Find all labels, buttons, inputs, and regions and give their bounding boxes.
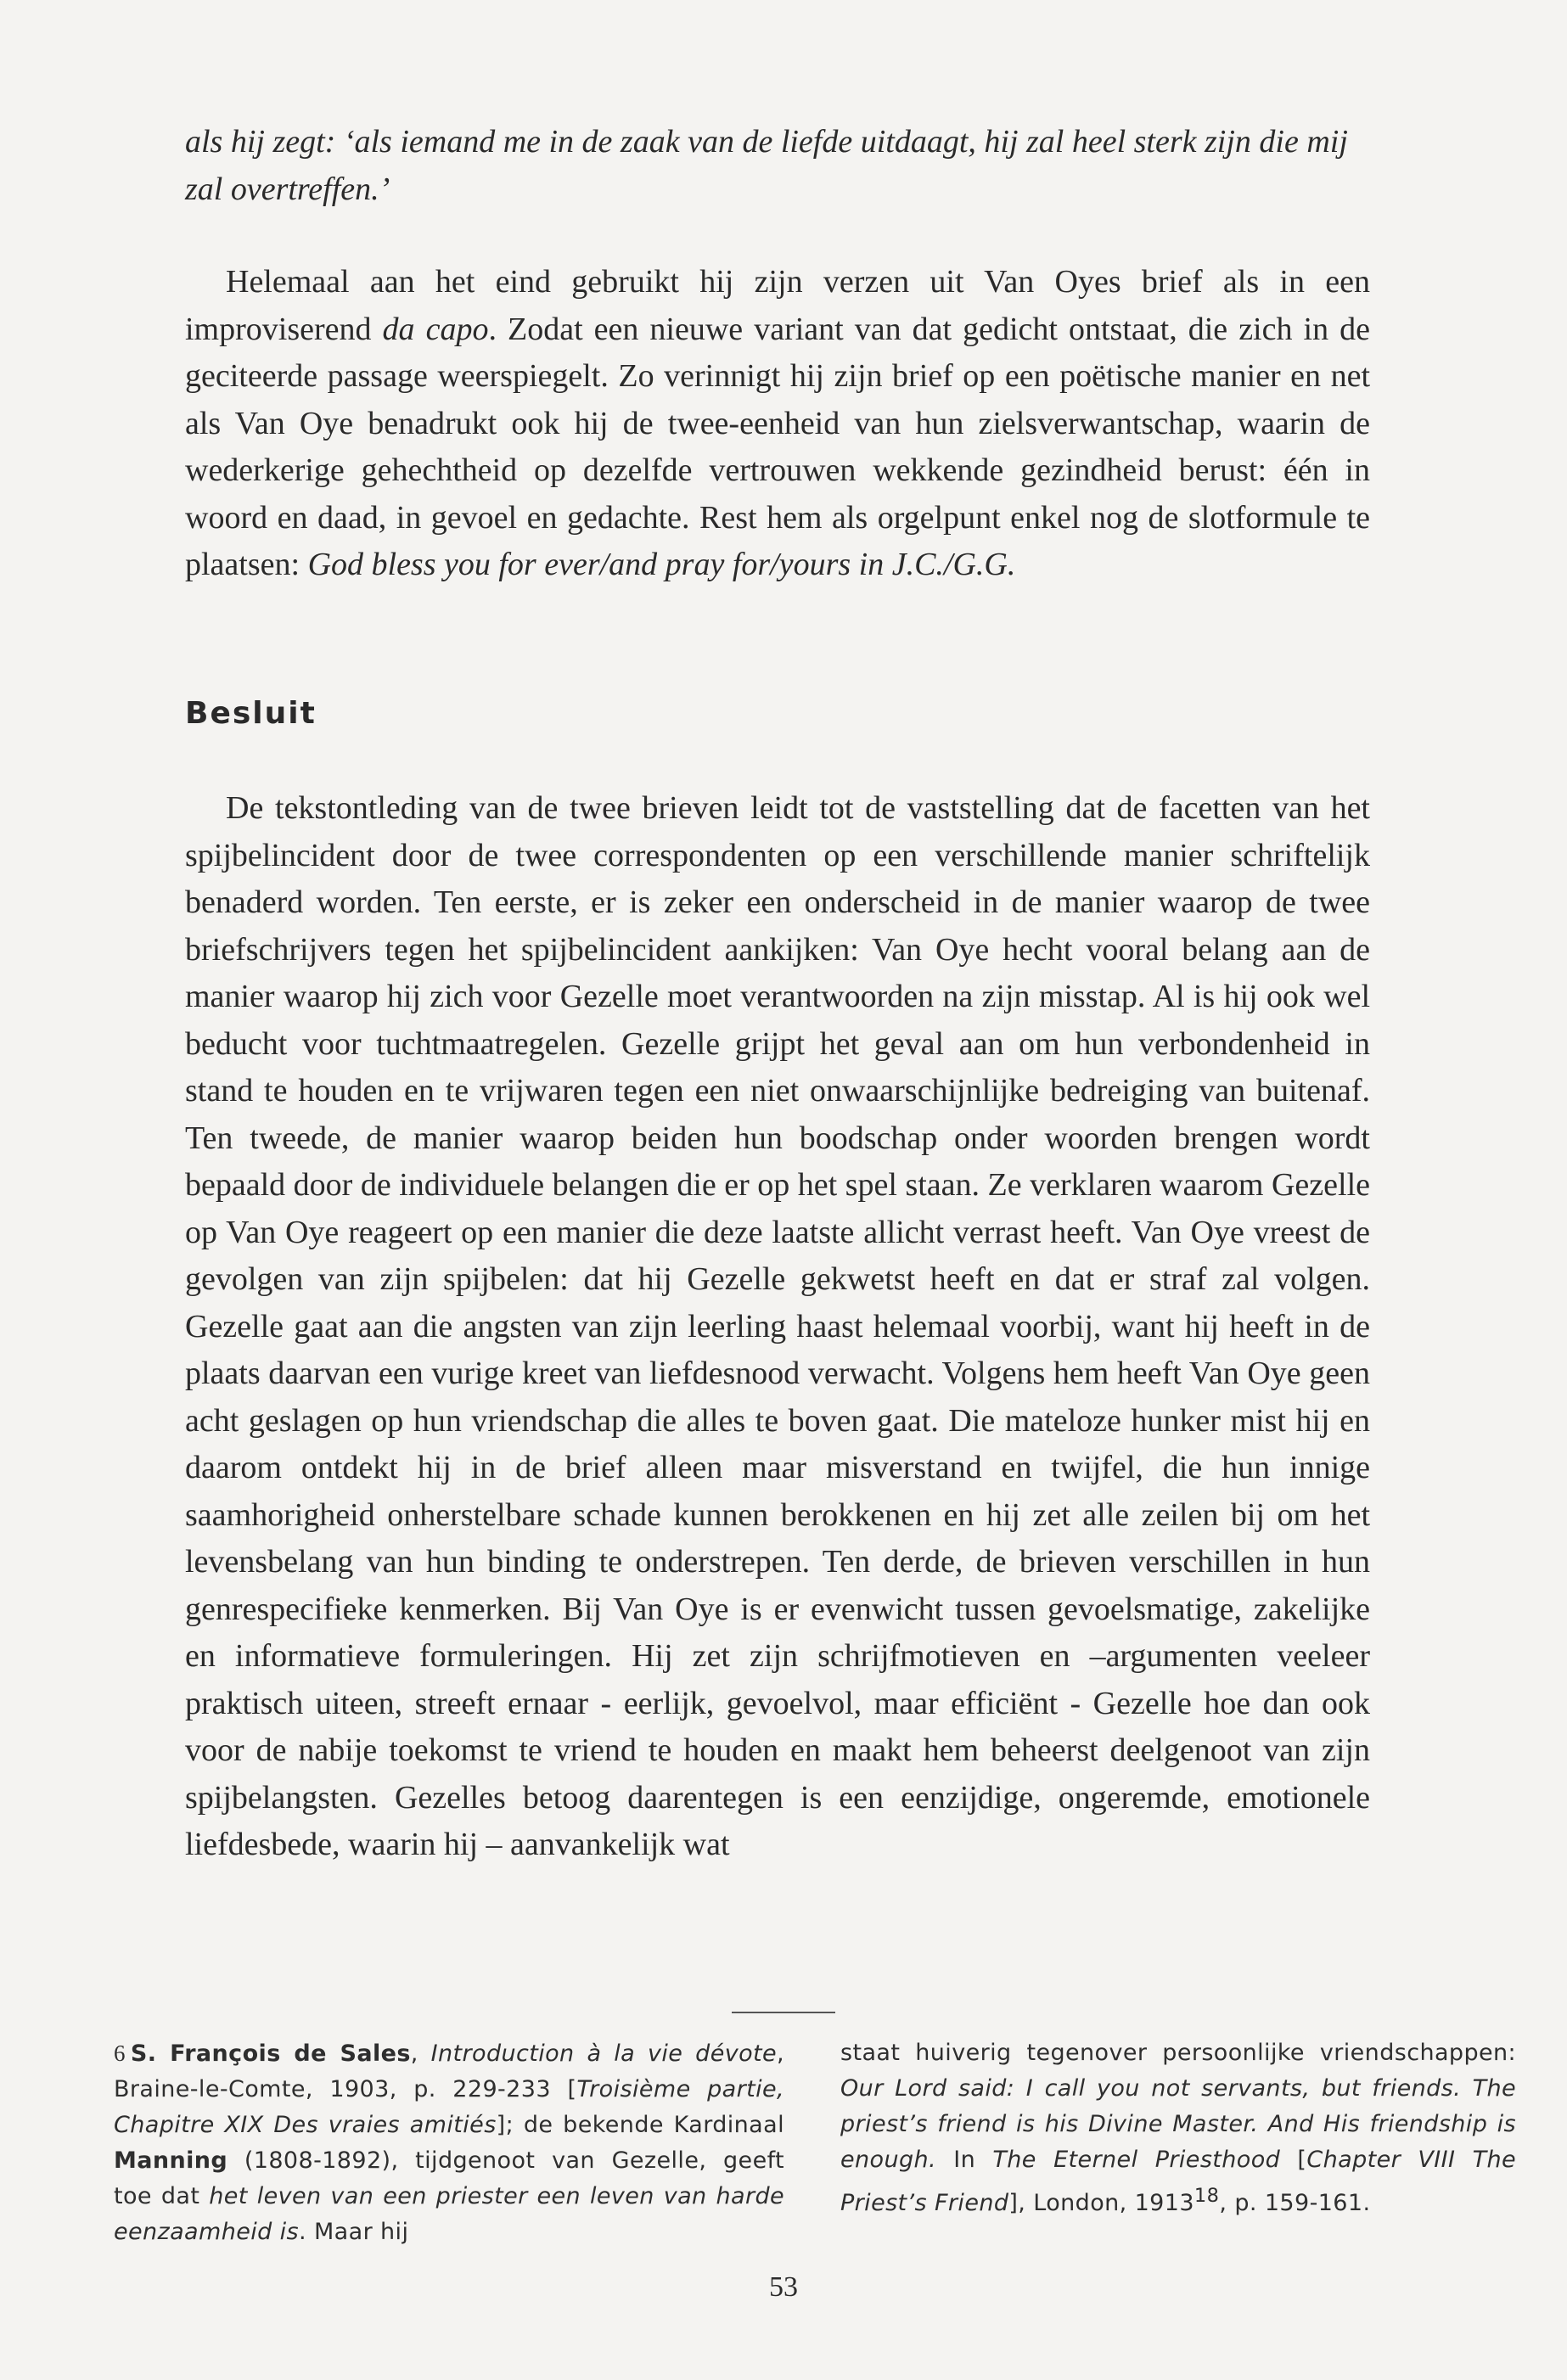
- footnote-text: (1808-1892), tijdgenoot van Gezelle, geeft toe dat: [114, 2147, 784, 2209]
- footnote-text: In: [936, 2147, 993, 2173]
- footnote-reference: Chapter VIII The Priest’s Friend: [840, 2147, 1517, 2216]
- paragraph-1: [185, 259, 1370, 589]
- footnote-text: , Braine-le-Comte, 1903, p. 229-233 [: [114, 2040, 784, 2102]
- footnote-right-column: [840, 2035, 1516, 2221]
- footnote-name: Manning: [114, 2147, 228, 2174]
- footnote-text: ], London, 1913: [1008, 2190, 1194, 2216]
- paragraph-2: De tekstontleding van de twee brieven leidt tot de vaststelling dat de facetten van het spijbelincident door de twee correspondenten op een verschillende manier schriftelijk benaderd worden. Ten eerste, er is zeker een onderscheid in de manier waarop de twee briefschrijvers tegen het spijbelincident aankijken: Van Oye hecht vooral belang aan de manier waarop hij zich voor Gezelle moet verantwoorden na zijn misstap. Al is hij ook wel beducht voor tuchtmaatregelen. Gezelle grijpt het geval aan om hun verbondenheid in stand te houden en te vrijwaren tegen een niet onwaarschijnlijke bedreiging van buitenaf. Ten tweede, de manier waarop beiden hun boodschap onder woorden brengen wordt bepaald door de individuele belangen die er op het spel staan. Ze verklaren waarom Gezelle op Van Oye reageert op een manier die deze laatste allicht verrast heeft. Van Oye vreest de gevolgen van zijn spijbelen: dat hij Gezelle gekwetst heeft en dat er straf zal volgen. Gezelle gaat aan die angsten van zijn leerling haast helemaal voorbij, want hij heeft in de plaats daarvan een vurige kreet van liefdesnood verwacht. Volgens hem heeft Van Oye geen acht geslagen op hun vriendschap die alles te boven gaat. Die mateloze hunker mist hij en daarom ontdekt hij in de brief alleen maar misverstand en twijfel, die hun innige saamhorigheid onherstelbare schade kunnen berokkenen en hij zet alle zeilen bij om het levensbelang van hun binding te onderstrepen. Ten derde, de brieven verschillen in hun genrespecifieke kenmerken. Bij Van Oye is er evenwicht tussen gevoelsmatige, zakelijke en informatieve formuleringen. Hij zet zijn schrijfmotieven en –argumenten veeleer praktisch uiteen, streeft ernaar - eerlijk, gevoelvol, maar efficiënt - Gezelle hoe dan ook voor de nabije toekomst te vriend te houden en maakt hem beheerst deelgenoot van zijn spijbelangsten. Gezelles betoog daarentegen is een eenzijdige, ongeremde, emotionele liefdesbede, waarin hij – aanvankelijk wat: [185, 790, 1370, 1862]
- footnote-author: S. François de Sales: [130, 2040, 411, 2067]
- quote-line: als hij zegt: ‘als iemand me in de zaak van de liefde uitdaagt, hij zal heel sterk zijn die mij zal overtreffen.’: [185, 124, 1348, 207]
- footnote-title: The Eternel Priesthood: [992, 2147, 1281, 2173]
- section-heading: Besluit: [185, 696, 317, 731]
- paragraph-1-text-a: Helemaal aan het eind gebruikt hij zijn verzen uit Van Oyes brief als in een improviserend: [185, 264, 1370, 347]
- paragraph-1-text-b: . Zodat een nieuwe variant van dat gedicht ontstaat, die zich in de geciteerde passage weerspiegelt. Zo verinnigt hij zijn brief op een poëtische manier en net als Van Oye benadrukt ook hij de twee-eenheid van hun zielsverwantschap, waarin de wederkerige gehechtheid op dezelfde vertrouwen wekkende gezindheid berust: één in woord en daad, in gevoel en gedachte. Rest hem als orgelpunt enkel nog de slotformule te plaatsen:: [185, 311, 1370, 582]
- footnote-superscript: 18: [1194, 2185, 1220, 2207]
- footnote-text: [: [1280, 2147, 1307, 2173]
- footnote-text: , p. 159-161.: [1219, 2190, 1371, 2216]
- footnote-reference: Troisième partie, Chapitre XIX Des vraies amitiés: [114, 2076, 784, 2138]
- footnote-text: staat huiverig tegenover persoonlijke vriendschappen:: [840, 2040, 1516, 2066]
- footnote-text: ]; de bekende Kardinaal: [496, 2112, 784, 2138]
- footnote-quote: het leven van een priester een leven van harde eenzaamheid is: [114, 2183, 784, 2245]
- page-number: 53: [769, 2271, 798, 2303]
- footnote-text: ,: [410, 2040, 431, 2067]
- footnote-left-column: [114, 2035, 784, 2250]
- paragraph-1-italic-da-capo: da capo: [382, 311, 489, 347]
- paragraph-1-italic-closing-formula: God bless you for ever/and pray for/yours in J.C./G.G.: [307, 547, 1016, 582]
- footnote-title: Introduction à la vie dévote: [430, 2040, 778, 2067]
- footnote-quote: Our Lord said: I call you not servants, but friends. The priest’s friend is his Divine Master. And His friendship is enough.: [840, 2075, 1516, 2173]
- footnote-divider: [732, 2012, 835, 2013]
- footnote-number: 6: [114, 2040, 126, 2066]
- footnote-text: . Maar hij: [299, 2219, 409, 2245]
